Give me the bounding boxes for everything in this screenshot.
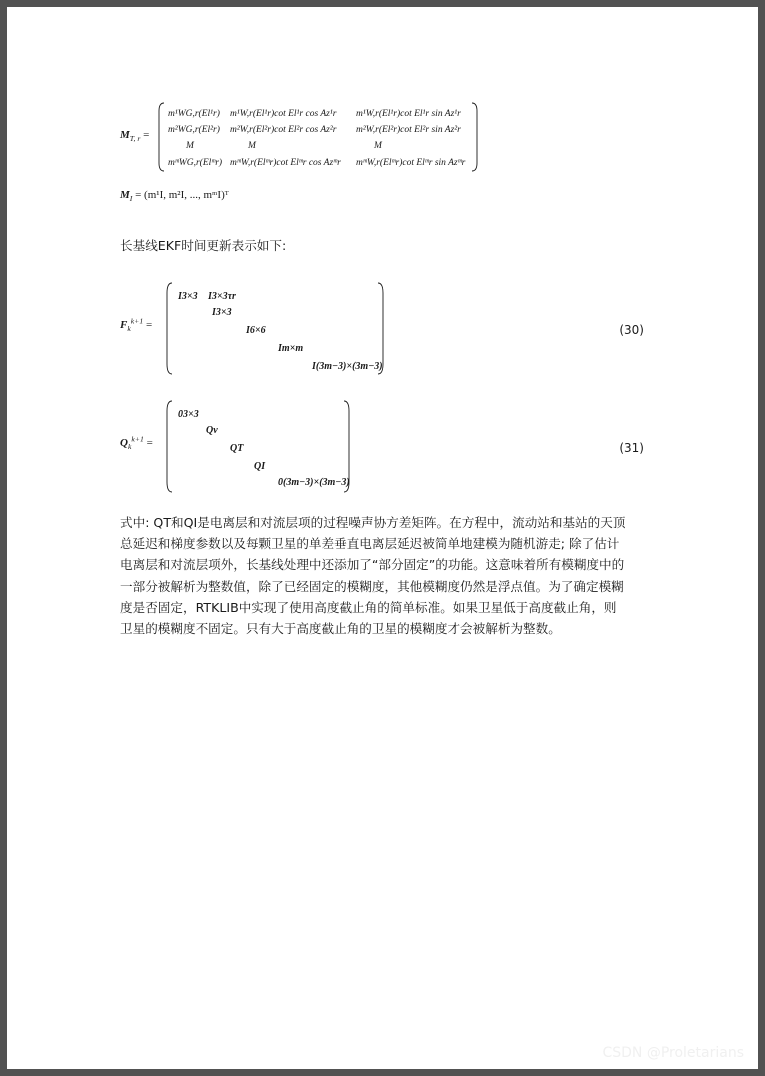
equation-30-number: (30) (619, 323, 644, 337)
mt-cell: m²W,r(El²r)cot El²r sin Az²r (356, 125, 461, 135)
equation-mi-rhs: = (m¹I, m²I, ..., mᵐI)ᵀ (135, 189, 229, 201)
paragraph-line: 式中: QT和QI是电离层和对流层项的过程噪声协方差矩阵。在方程中，流动站和基站的天顶 (120, 515, 626, 530)
equation-mt-lhs: $M_{T, r}$ = (120, 129, 150, 144)
mt-cell: M (186, 141, 194, 151)
eq30-entry: I6×6 (246, 325, 266, 336)
mt-cell: m¹W,r(El¹r)cot El¹r cos Az¹r (230, 109, 337, 119)
equation-31 (120, 399, 650, 494)
mt-cell: M (248, 141, 256, 151)
eq31-entry: Qv (206, 425, 218, 436)
eq30-entry: Im×m (278, 343, 304, 354)
eq31-entry: 03×3 (178, 409, 199, 420)
eq30-entry: I3×3τr (208, 291, 236, 302)
equation-mi: $M_I = (m^1I$, m²I, ..., mᵐI)ᵀ (120, 189, 229, 204)
equation-31-lhs: $Q_k^{k+1}$ = (120, 434, 153, 452)
mt-cell: mᵐWG,r(Elᵐr) (168, 158, 223, 168)
paragraph-line: 度是否固定，RTKLIB中实现了使用高度截止角的简单标准。如果卫星低于高度截止角，则 (120, 599, 617, 615)
mt-cell: m²W,r(El²r)cot El²r cos Az²r (230, 125, 337, 135)
mt-cell: mᵐW,r(Elᵐr)cot Elᵐr cos Azᵐr (230, 158, 341, 168)
equation-30 (120, 281, 650, 376)
eq30-entry: I3×3 (178, 291, 198, 302)
paragraph-line: 总延迟和梯度参数以及每颗卫星的单差垂直电离层延迟被简单地建模为随机游走; 除了估计 (120, 536, 620, 552)
paragraph-line: 一部分被解析为整数值，除了已经固定的模糊度，其他模糊度仍然是浮点值。为了确定模糊 (120, 578, 624, 594)
mt-cell: mᵐW,r(Elᵐr)cot Elᵐr sin Azᵐr (356, 158, 466, 168)
intro-text: 长基线EKF时间更新表示如下: (120, 238, 287, 253)
eq30-entry: I(3m−3)×(3m−3) (312, 361, 383, 372)
equation-31-number: (31) (619, 441, 644, 455)
body-paragraph (120, 512, 650, 639)
paragraph-line: 卫星的模糊度不固定。只有大于高度截止角的卫星的模糊度才会被解析为整数。 (120, 620, 561, 636)
mt-cell: m¹W,r(El¹r)cot El¹r sin Az¹r (356, 109, 461, 119)
eq31-entry: QI (254, 461, 266, 472)
document-page (7, 7, 758, 1069)
csdn-watermark: CSDN @Proletarians (602, 1045, 744, 1061)
mt-cell: m²WG,r(El²r) (168, 125, 220, 135)
eq30-entry: I3×3 (212, 307, 232, 318)
mt-cell: m¹WG,r(El¹r) (168, 109, 220, 119)
equation-mt (120, 101, 480, 173)
eq31-entry: 0(3m−3)×(3m−3) (278, 477, 350, 488)
paragraph-line: 电离层和对流层项外，长基线处理中还添加了“部分固定”的功能。这意味着所有模糊度中的 (120, 557, 625, 573)
equation-30-lhs: $F_k^{k+1}$ = (120, 316, 153, 334)
eq31-entry: QT (230, 443, 244, 454)
mt-cell: M (374, 141, 382, 151)
